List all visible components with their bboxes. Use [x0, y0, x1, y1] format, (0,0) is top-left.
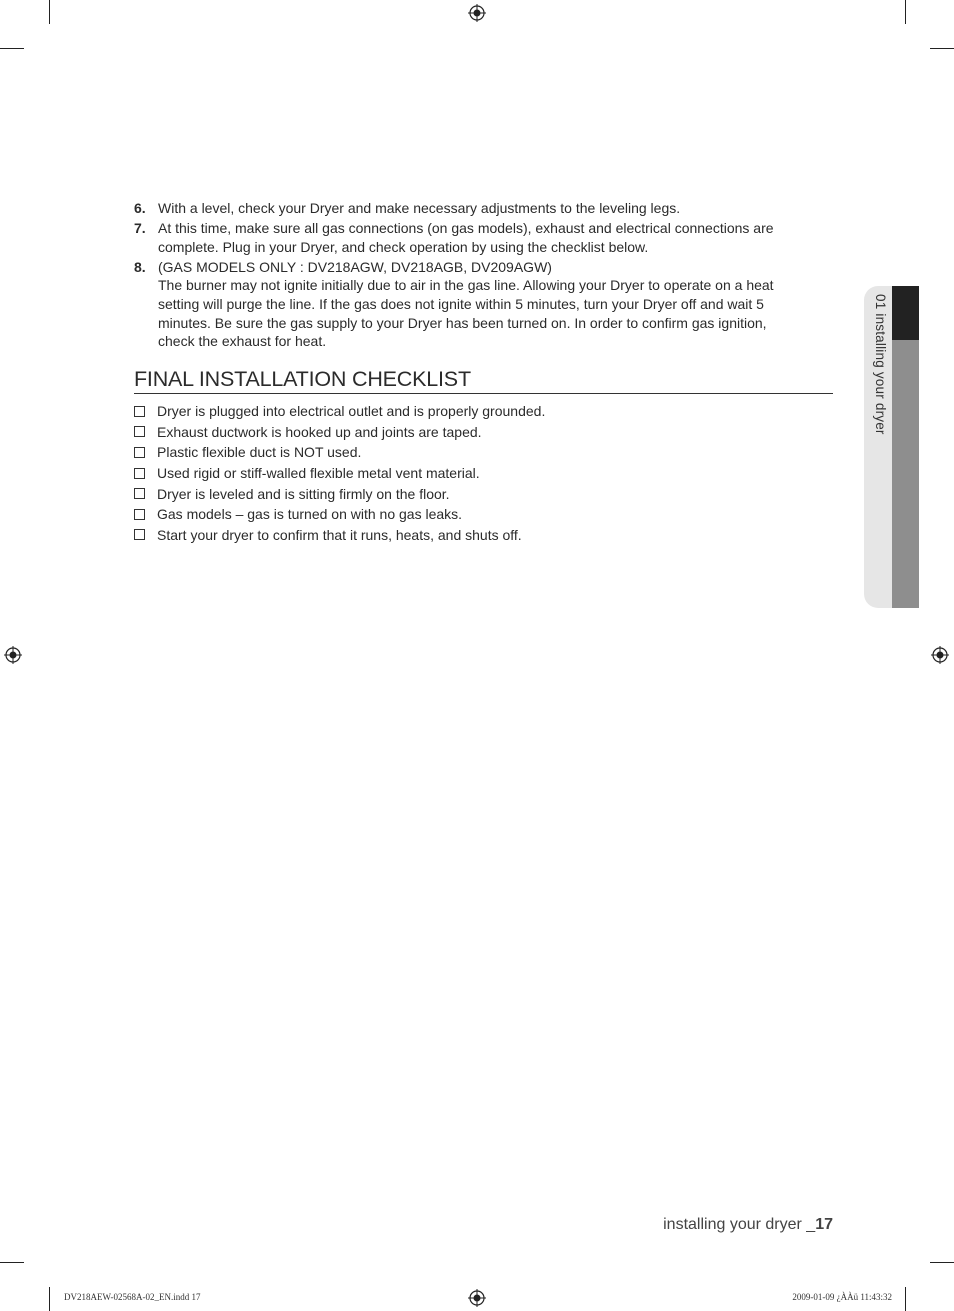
chapter-tab-block	[892, 340, 919, 608]
checklist-item	[134, 401, 545, 422]
registration-mark-icon	[468, 1289, 486, 1307]
crop-mark	[905, 0, 906, 24]
checklist-item-text: Gas models – gas is turned on with no gas leaks.	[157, 506, 463, 523]
page-footer	[663, 1216, 833, 1234]
page-number: 17	[815, 1216, 833, 1233]
step-number: 6.	[134, 200, 146, 216]
checkbox-icon	[134, 426, 145, 437]
step-text: (GAS MODELS ONLY : DV218AGW, DV218AGB, DV209AGW) The burner may not ignite initially due to air in the gas line. Allowing your Dryer to operate on a heat setting will purge the line. If the gas does not ignite within 5 minutes, turn your Dryer off and wait 5 minutes. Be sure the gas supply to your Dryer has been turned on. In order to confirm gas ignition, check the exhaust for heat.	[158, 258, 774, 350]
chapter-tab-active-block	[892, 286, 919, 340]
registration-mark-icon	[468, 4, 486, 22]
checklist-item	[134, 422, 545, 443]
installation-steps	[134, 199, 814, 352]
checklist-item-text: Plastic flexible duct is NOT used.	[157, 444, 362, 461]
crop-mark	[930, 1262, 954, 1263]
checkbox-icon	[134, 488, 145, 499]
checklist-heading: FINAL INSTALLATION CHECKLIST	[134, 366, 833, 394]
print-slug-file: DV218AEW-02568A-02_EN.indd 17	[64, 1292, 201, 1302]
chapter-tab-label: 01 installing your dryer	[873, 294, 888, 435]
checkbox-icon	[134, 406, 145, 417]
registration-mark-icon	[931, 646, 949, 664]
checklist-item-text: Dryer is plugged into electrical outlet and is properly grounded.	[157, 403, 546, 420]
final-installation-checklist	[134, 401, 545, 545]
checklist-item	[134, 442, 545, 463]
checklist-item-text: Used rigid or stiff-walled flexible metal vent material.	[157, 465, 480, 482]
crop-mark	[0, 48, 24, 49]
crop-mark	[930, 48, 954, 49]
footer-section-title: installing your dryer _	[663, 1216, 816, 1233]
crop-mark	[49, 0, 50, 24]
step-text: At this time, make sure all gas connections (on gas models), exhaust and electrical connections are complete. Plug in your Dryer, and check operation by using the checklist below.	[158, 220, 774, 255]
crop-mark	[0, 1262, 24, 1263]
checklist-item-text: Dryer is leveled and is sitting firmly on the floor.	[157, 485, 450, 502]
crop-mark	[49, 1287, 50, 1311]
step-number: 8.	[134, 258, 146, 275]
checkbox-icon	[134, 529, 145, 540]
step-text: With a level, check your Dryer and make necessary adjustments to the leveling legs.	[158, 200, 681, 216]
checklist-item	[134, 504, 545, 525]
checklist-item-text: Start your dryer to confirm that it runs, heats, and shuts off.	[157, 526, 522, 543]
step-item	[134, 219, 814, 256]
checkbox-icon	[134, 509, 145, 520]
step-number: 7.	[134, 220, 146, 237]
checklist-item	[134, 483, 545, 504]
checkbox-icon	[134, 447, 145, 458]
checklist-item	[134, 525, 545, 546]
checklist-item-text: Exhaust ductwork is hooked up and joints are taped.	[157, 423, 482, 440]
step-item	[134, 258, 814, 351]
checklist-item	[134, 463, 545, 484]
crop-mark	[905, 1287, 906, 1311]
print-slug-date: 2009-01-09 ¿ÀÀü 11:43:32	[792, 1292, 892, 1302]
checkbox-icon	[134, 468, 145, 479]
step-item	[134, 199, 814, 218]
registration-mark-icon	[4, 646, 22, 664]
